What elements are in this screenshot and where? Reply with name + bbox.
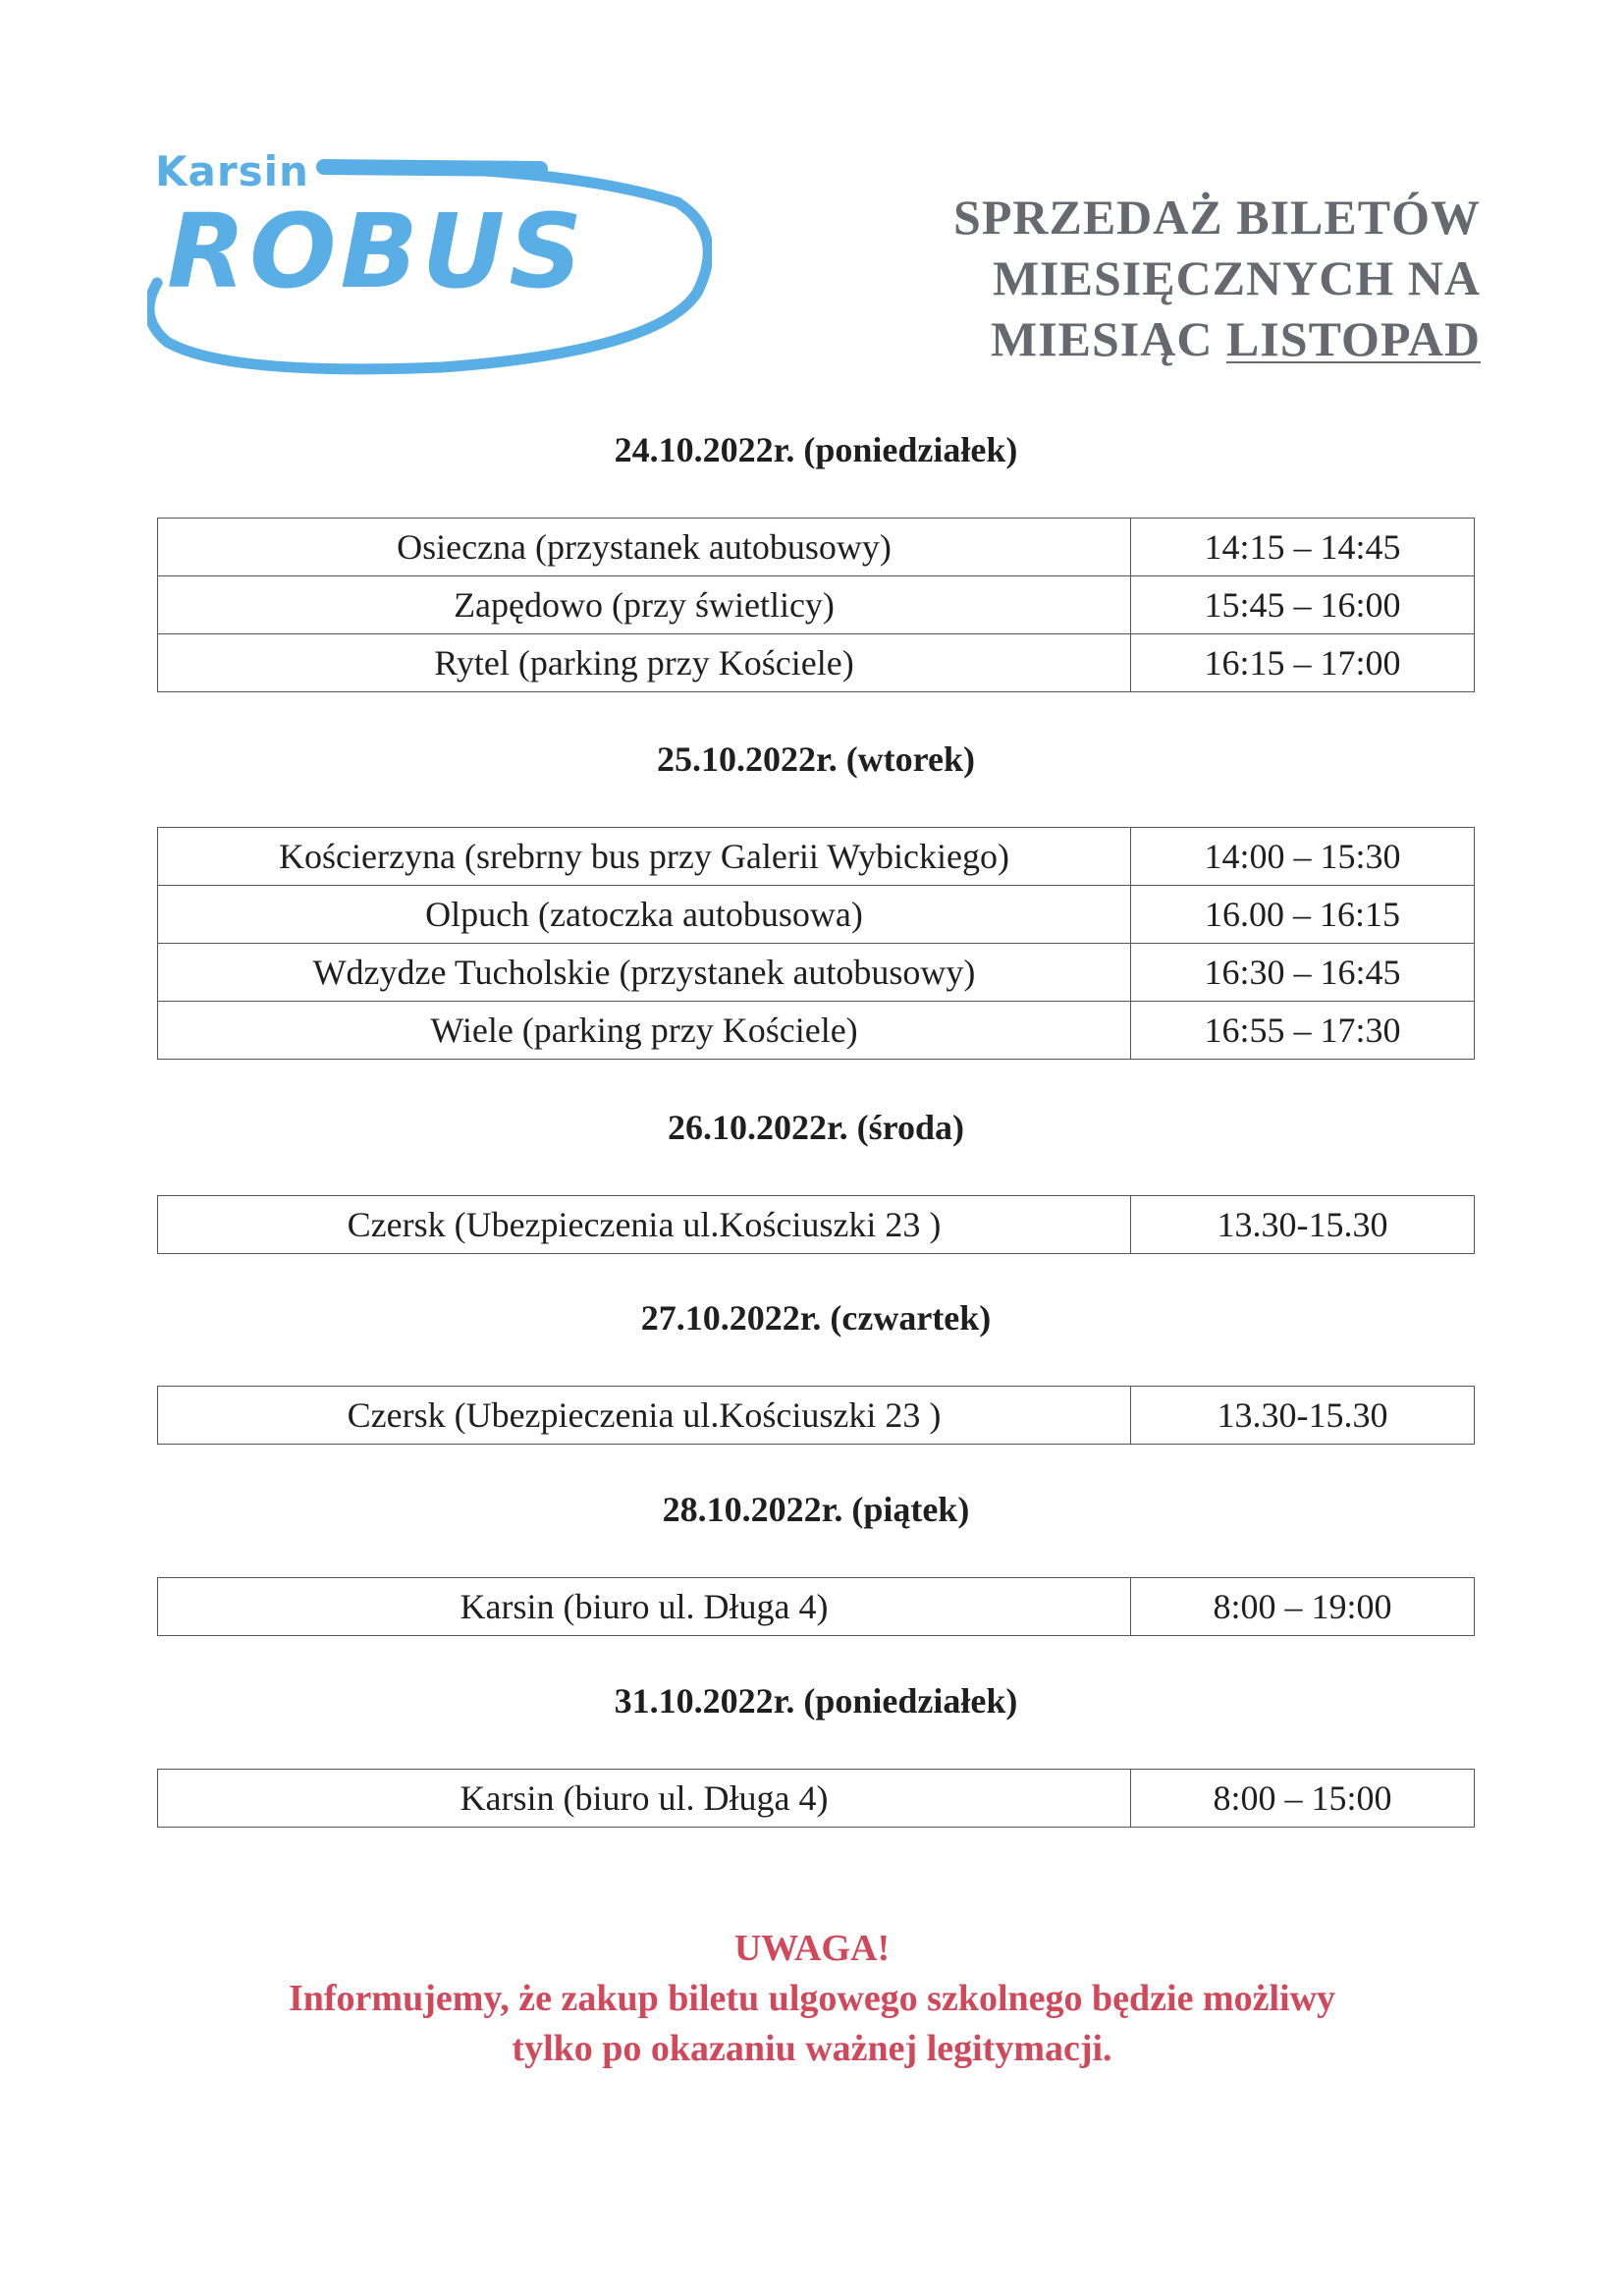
company-logo [147,145,712,376]
time-cell: 16.00 – 16:15 [1131,886,1475,944]
day-heading: 24.10.2022r. (poniedziałek) [614,430,1018,469]
table-row [158,886,1475,944]
notice-line-2: tylko po okazaniu ważnej legitymacji. [512,2028,1112,2069]
table-row [158,1387,1475,1445]
location-cell: Olpuch (zatoczka autobusowa) [158,886,1131,944]
title-month: LISTOPAD [1225,311,1481,366]
time-cell: 16:15 – 17:00 [1131,634,1475,692]
day-heading: 27.10.2022r. (czwartek) [640,1298,992,1338]
logo-brand-small: Karsin [155,147,309,195]
time-cell: 14:15 – 14:45 [1131,519,1475,576]
time-cell: 13.30-15.30 [1131,1196,1475,1254]
location-cell: Rytel (parking przy Kościele) [158,634,1131,692]
location-cell: Zapędowo (przy świetlicy) [158,576,1131,634]
location-cell: Karsin (biuro ul. Długa 4) [158,1578,1131,1636]
location-cell: Wiele (parking przy Kościele) [158,1002,1131,1060]
location-cell: Karsin (biuro ul. Długa 4) [158,1770,1131,1828]
day-heading: 26.10.2022r. (środa) [667,1108,964,1147]
schedule-table [157,1195,1475,1254]
location-cell: Czersk (Ubezpieczenia ul.Kościuszki 23 ) [158,1196,1131,1254]
location-cell: Kościerzyna (srebrny bus przy Galerii Wybickiego) [158,828,1131,886]
title-line-3 [953,308,1481,369]
day-heading: 28.10.2022r. (piątek) [662,1490,970,1529]
schedule-table [157,1577,1475,1636]
time-cell: 13.30-15.30 [1131,1387,1475,1445]
table-row [158,1578,1475,1636]
time-cell: 16:30 – 16:45 [1131,944,1475,1002]
time-cell: 14:00 – 15:30 [1131,828,1475,886]
time-cell: 15:45 – 16:00 [1131,576,1475,634]
day-heading: 31.10.2022r. (poniedziałek) [614,1681,1018,1721]
time-cell: 16:55 – 17:30 [1131,1002,1475,1060]
schedule-table [157,827,1475,1060]
location-cell: Wdzydze Tucholskie (przystanek autobusowy) [158,944,1131,1002]
table-row [158,828,1475,886]
location-cell: Osieczna (przystanek autobusowy) [158,519,1131,576]
schedule-table [157,518,1475,692]
notice-block [0,1924,1624,2074]
table-row [158,519,1475,576]
table-row [158,1770,1475,1828]
page-title [953,187,1481,369]
logo-brand-big: ROBUS [167,191,587,311]
schedule-table [157,1386,1475,1445]
location-cell: Czersk (Ubezpieczenia ul.Kościuszki 23 ) [158,1387,1131,1445]
table-row [158,576,1475,634]
notice-line-1: Informujemy, że zakup biletu ulgowego szkolnego będzie możliwy [288,1978,1336,2019]
table-row [158,1196,1475,1254]
day-heading: 25.10.2022r. (wtorek) [657,739,975,779]
table-row [158,1002,1475,1060]
title-line-1: SPRZEDAŻ BILETÓW [953,190,1481,245]
table-row [158,944,1475,1002]
title-line-3-prefix: MIESIĄC [991,311,1226,366]
schedule-table [157,1769,1475,1828]
title-line-2: MIESIĘCZNYCH NA [992,250,1481,305]
table-row [158,634,1475,692]
time-cell: 8:00 – 15:00 [1131,1770,1475,1828]
time-cell: 8:00 – 19:00 [1131,1578,1475,1636]
notice-heading: UWAGA! [733,1928,891,1969]
